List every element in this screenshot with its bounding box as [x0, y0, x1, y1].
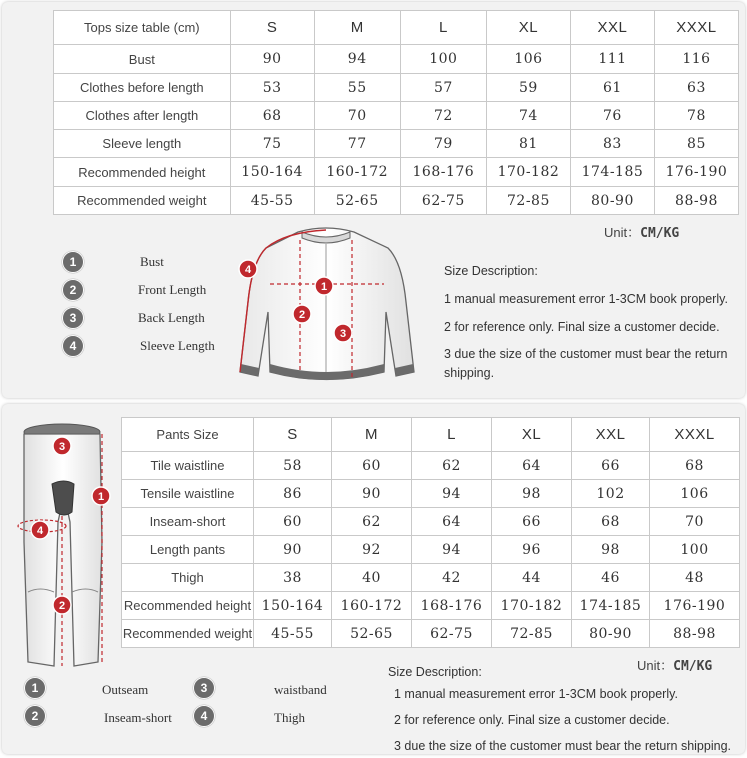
tops-header-size: M — [314, 11, 400, 45]
cell: 80-90 — [572, 620, 650, 648]
cell: 62-75 — [412, 620, 492, 648]
cell: 150-164 — [230, 158, 314, 187]
row-label: Clothes after length — [54, 102, 231, 130]
description-title: Size Description: — [444, 264, 538, 278]
cell: 64 — [412, 508, 492, 536]
cell: 90 — [230, 45, 314, 74]
table-row — [54, 130, 739, 158]
row-label: Clothes before length — [54, 74, 231, 102]
cell: 94 — [314, 45, 400, 74]
cell: 102 — [572, 480, 650, 508]
cell: 59 — [486, 74, 570, 102]
cell: 106 — [486, 45, 570, 74]
description-line: shipping. — [444, 366, 495, 380]
cell: 48 — [650, 564, 740, 592]
cell: 96 — [492, 536, 572, 564]
marker-label: 1 — [97, 491, 105, 503]
pants-header-size: L — [412, 418, 492, 452]
pants-size-table — [121, 417, 740, 648]
row-label: Length pants — [122, 536, 254, 564]
cell: 100 — [400, 45, 486, 74]
number-badge-icon: 4 — [193, 705, 215, 727]
number-badge-icon: 3 — [193, 677, 215, 699]
cell: 74 — [486, 102, 570, 130]
table-row — [122, 564, 740, 592]
legend-label: waistband — [274, 682, 327, 697]
cell: 64 — [492, 452, 572, 480]
tops-header-row — [54, 11, 739, 45]
table-row — [122, 480, 740, 508]
cell: 44 — [492, 564, 572, 592]
description-line: 1 manual measurement error 1-3CM book properly. — [444, 292, 728, 306]
cell: 60 — [254, 508, 332, 536]
cell: 79 — [400, 130, 486, 158]
number-badge-icon: 3 — [62, 307, 84, 329]
row-label: Sleeve length — [54, 130, 231, 158]
cell: 52-65 — [314, 187, 400, 215]
cell: 170-182 — [486, 158, 570, 187]
cell: 98 — [572, 536, 650, 564]
legend-item-inseam-short — [24, 705, 46, 727]
row-label: Thigh — [122, 564, 254, 592]
cell: 72-85 — [492, 620, 572, 648]
row-label: Recommended weight — [54, 187, 231, 215]
description-line: 2 for reference only. Final size a customer decide. — [444, 320, 720, 334]
number-badge-icon: 4 — [62, 335, 84, 357]
cell: 90 — [332, 480, 412, 508]
marker-label: 4 — [244, 264, 252, 276]
number-badge-icon: 1 — [24, 677, 46, 699]
legend-label: Back Length — [138, 310, 205, 325]
legend-label: Thigh — [274, 710, 306, 725]
legend-item-sleeve-length — [62, 335, 84, 357]
tops-unit — [604, 222, 679, 241]
table-row — [54, 102, 739, 130]
cell: 38 — [254, 564, 332, 592]
table-row — [122, 536, 740, 564]
row-label: Recommended height — [122, 592, 254, 620]
cell: 63 — [654, 74, 738, 102]
row-label: Bust — [54, 45, 231, 74]
tops-header-size: L — [400, 11, 486, 45]
cell: 88-98 — [654, 187, 738, 215]
legend-item-bust — [62, 251, 84, 273]
cell: 86 — [254, 480, 332, 508]
table-row — [122, 592, 740, 620]
cell: 106 — [650, 480, 740, 508]
cell: 90 — [254, 536, 332, 564]
unit-value: CM/KG — [673, 659, 713, 674]
tops-size-description — [444, 262, 728, 383]
pants-header-size: M — [332, 418, 412, 452]
cell: 68 — [230, 102, 314, 130]
cell: 94 — [412, 480, 492, 508]
cell: 174-185 — [572, 592, 650, 620]
cell: 42 — [412, 564, 492, 592]
table-row — [54, 187, 739, 215]
cell: 76 — [570, 102, 654, 130]
marker-label: 3 — [339, 328, 347, 340]
cell: 85 — [654, 130, 738, 158]
unit-label: Unit： — [604, 225, 641, 240]
marker-label: 2 — [298, 309, 306, 321]
description-line: 3 due the size of the customer must bear the return shipping. — [394, 739, 731, 753]
row-label: Recommended height — [54, 158, 231, 187]
cell: 68 — [650, 452, 740, 480]
tops-header-size: S — [230, 11, 314, 45]
row-label: Tile waistline — [122, 452, 254, 480]
number-badge-icon: 2 — [24, 705, 46, 727]
table-row — [122, 620, 740, 648]
legend-label: Inseam-short — [104, 710, 172, 725]
pants-header-size: XXXL — [650, 418, 740, 452]
cell: 57 — [400, 74, 486, 102]
unit-value: CM/KG — [640, 226, 680, 241]
cell: 55 — [314, 74, 400, 102]
cell: 40 — [332, 564, 412, 592]
cell: 98 — [492, 480, 572, 508]
marker-label: 4 — [36, 525, 44, 537]
cell: 92 — [332, 536, 412, 564]
tops-size-table — [53, 10, 739, 215]
legend-item-thigh — [193, 705, 215, 727]
cell: 62 — [332, 508, 412, 536]
cell: 70 — [314, 102, 400, 130]
tops-header-size: XXXL — [654, 11, 738, 45]
legend-item-front-length — [62, 279, 84, 301]
cell: 66 — [572, 452, 650, 480]
tops-header-size: XL — [486, 11, 570, 45]
number-badge-icon: 2 — [62, 279, 84, 301]
pants-size-description — [388, 662, 731, 758]
table-row — [54, 45, 739, 74]
cell: 58 — [254, 452, 332, 480]
cell: 160-172 — [332, 592, 412, 620]
description-line: 3 due the size of the customer must bear the return — [444, 347, 728, 361]
marker-label: 2 — [58, 600, 66, 612]
cell: 78 — [654, 102, 738, 130]
cell: 170-182 — [492, 592, 572, 620]
cell: 61 — [570, 74, 654, 102]
pants-header-size: S — [254, 418, 332, 452]
row-label: Tensile waistline — [122, 480, 254, 508]
unit-label: Unit： — [637, 658, 674, 673]
legend-label: Outseam — [102, 682, 149, 697]
cell: 72 — [400, 102, 486, 130]
cell: 52-65 — [332, 620, 412, 648]
cell: 45-55 — [254, 620, 332, 648]
cell: 100 — [650, 536, 740, 564]
cell: 77 — [314, 130, 400, 158]
pants-diagram-icon — [14, 422, 124, 674]
cell: 45-55 — [230, 187, 314, 215]
cell: 72-85 — [486, 187, 570, 215]
cell: 81 — [486, 130, 570, 158]
cell: 60 — [332, 452, 412, 480]
table-row — [54, 74, 739, 102]
cell: 62-75 — [400, 187, 486, 215]
marker-label: 1 — [320, 281, 328, 293]
number-badge-icon: 1 — [62, 251, 84, 273]
cell: 111 — [570, 45, 654, 74]
cell: 168-176 — [412, 592, 492, 620]
cell: 176-190 — [650, 592, 740, 620]
table-row — [122, 452, 740, 480]
cell: 80-90 — [570, 187, 654, 215]
cell: 160-172 — [314, 158, 400, 187]
cell: 168-176 — [400, 158, 486, 187]
description-line: 2 for reference only. Final size a customer decide. — [394, 713, 670, 727]
tops-header-size: XXL — [570, 11, 654, 45]
pants-header-row — [122, 418, 740, 452]
cell: 94 — [412, 536, 492, 564]
cell: 66 — [492, 508, 572, 536]
jersey-diagram-icon — [226, 222, 430, 392]
cell: 46 — [572, 564, 650, 592]
cell: 88-98 — [650, 620, 740, 648]
cell: 83 — [570, 130, 654, 158]
row-label: Inseam-short — [122, 508, 254, 536]
cell: 70 — [650, 508, 740, 536]
cell: 174-185 — [570, 158, 654, 187]
cell: 116 — [654, 45, 738, 74]
cell: 150-164 — [254, 592, 332, 620]
legend-label: Sleeve Length — [140, 338, 215, 353]
pants-header-size: XXL — [572, 418, 650, 452]
pants-header-title: Pants Size — [122, 418, 254, 452]
legend-item-back-length — [62, 307, 84, 329]
legend-label: Front Length — [138, 282, 207, 297]
legend-item-waistband — [193, 677, 215, 699]
legend-item-outseam — [24, 677, 46, 699]
table-row — [54, 158, 739, 187]
cell: 176-190 — [654, 158, 738, 187]
cell: 75 — [230, 130, 314, 158]
table-row — [122, 508, 740, 536]
description-line: 1 manual measurement error 1-3CM book properly. — [394, 687, 678, 701]
cell: 68 — [572, 508, 650, 536]
cell: 62 — [412, 452, 492, 480]
pants-header-size: XL — [492, 418, 572, 452]
cell: 53 — [230, 74, 314, 102]
row-label: Recommended weight — [122, 620, 254, 648]
tops-header-title: Tops size table (cm) — [54, 11, 231, 45]
description-title: Size Description: — [388, 665, 482, 679]
marker-label: 3 — [58, 441, 66, 453]
legend-label: Bust — [140, 254, 164, 269]
